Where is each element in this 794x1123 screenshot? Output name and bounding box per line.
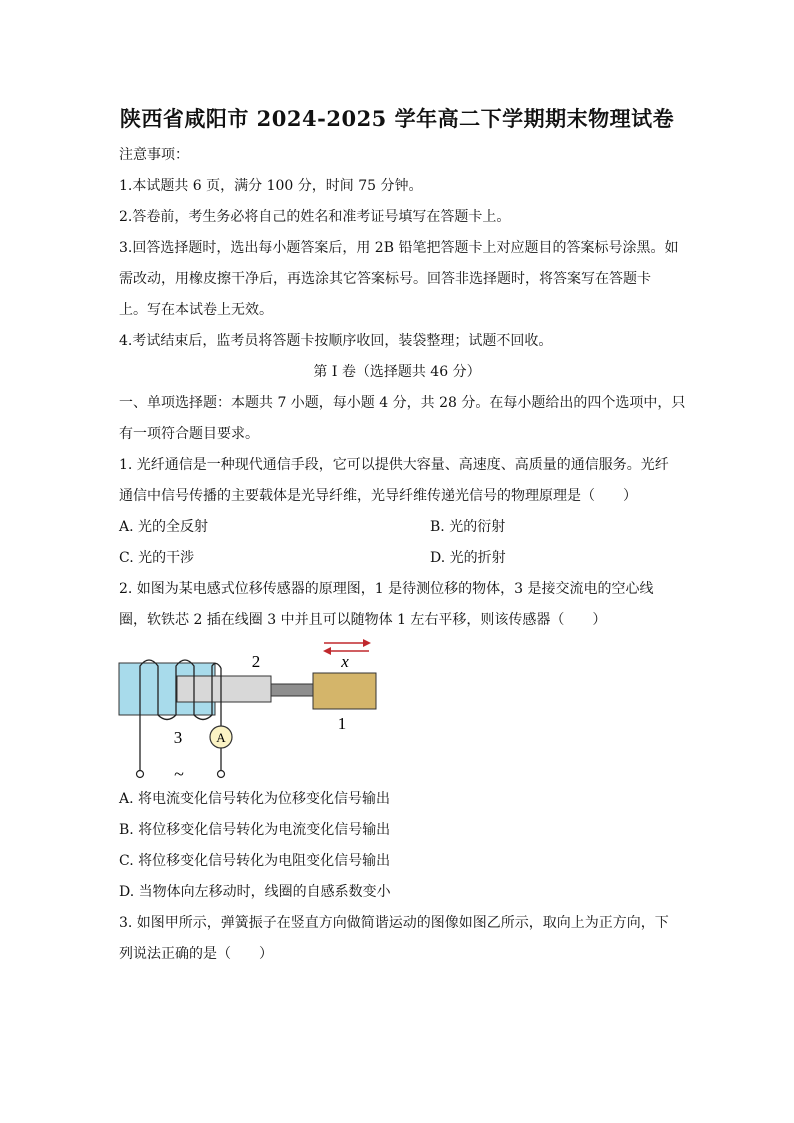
sensor-diagram <box>117 638 387 786</box>
section-heading: 第 I 卷（选择题共 46 分） <box>313 364 481 380</box>
object-block <box>313 673 376 709</box>
q2-option-c: C. 将位移变化信号转化为电阻变化信号输出 <box>119 853 391 869</box>
q2-stem-cont: 圈，软铁芯 2 插在线圈 3 中并且可以随物体 1 左右平移，则该传感器（ ） <box>119 612 607 628</box>
ac-source-symbol: ~ <box>174 764 184 784</box>
q1-stem-cont: 通信中信号传播的主要载体是光导纤维，光导纤维传递光信号的物理原理是（ ） <box>119 488 637 504</box>
terminal-left-icon <box>137 771 144 778</box>
connecting-rod <box>271 684 313 696</box>
notice-heading: 注意事项： <box>119 147 189 163</box>
q3-stem-cont: 列说法正确的是（ ） <box>119 946 273 962</box>
q1-option-c: C. 光的干涉 <box>119 550 195 566</box>
q2-option-b: B. 将位移变化信号转化为电流变化信号输出 <box>119 822 391 838</box>
q3-stem: 3. 如图甲所示，弹簧振子在竖直方向做简谐运动的图像如图乙所示，取向上为正方向，下 <box>119 915 669 931</box>
q2-option-d: D. 当物体向左移动时，线圈的自感系数变小 <box>119 884 391 900</box>
label-2: 2 <box>251 652 261 671</box>
notice-item-3: 3.回答选择题时，选出每小题答案后，用 2B 铅笔把答题卡上对应题目的答案标号涂黑。如 <box>119 240 679 256</box>
notice-item-1: 1.本试题共 6 页，满分 100 分，时间 75 分钟。 <box>119 178 423 194</box>
q1-option-a: A. 光的全反射 <box>119 519 209 535</box>
label-1: 1 <box>337 714 347 733</box>
exam-title: 陕西省咸阳市 2024-2025 学年高二下学期期末物理试卷 <box>119 106 675 131</box>
q1-option-d: D. 光的折射 <box>430 550 506 566</box>
notice-item-4: 4.考试结束后，监考员将答题卡按顺序收回，装袋整理；试题不回收。 <box>119 333 553 349</box>
notice-item-3-end: 上。写在本试卷上无效。 <box>119 302 273 318</box>
ammeter-label: A <box>216 730 226 745</box>
q1-stem: 1. 光纤通信是一种现代通信手段，它可以提供大容量、高速度、高质量的通信服务。光纤 <box>119 457 669 473</box>
label-3: 3 <box>173 728 183 747</box>
q2-option-a: A. 将电流变化信号转化为位移变化信号输出 <box>119 791 391 807</box>
notice-item-3-cont: 需改动，用橡皮擦干净后，再选涂其它答案标号。回答非选择题时，将答案写在答题卡 <box>119 271 651 287</box>
q2-stem: 2. 如图为某电感式位移传感器的原理图，1 是待测位移的物体，3 是接交流电的空心线 <box>119 581 654 597</box>
section-intro: 一、单项选择题：本题共 7 小题，每小题 4 分，共 28 分。在每小题给出的四个选项中，只 <box>119 395 686 411</box>
iron-core <box>177 676 271 702</box>
label-x: x <box>341 652 349 671</box>
terminal-right-icon <box>218 771 225 778</box>
section-intro-cont: 有一项符合题目要求。 <box>119 426 259 442</box>
q1-option-b: B. 光的衍射 <box>430 519 506 535</box>
notice-item-2: 2.答卷前，考生务必将自己的姓名和准考证号填写在答题卡上。 <box>119 209 511 225</box>
